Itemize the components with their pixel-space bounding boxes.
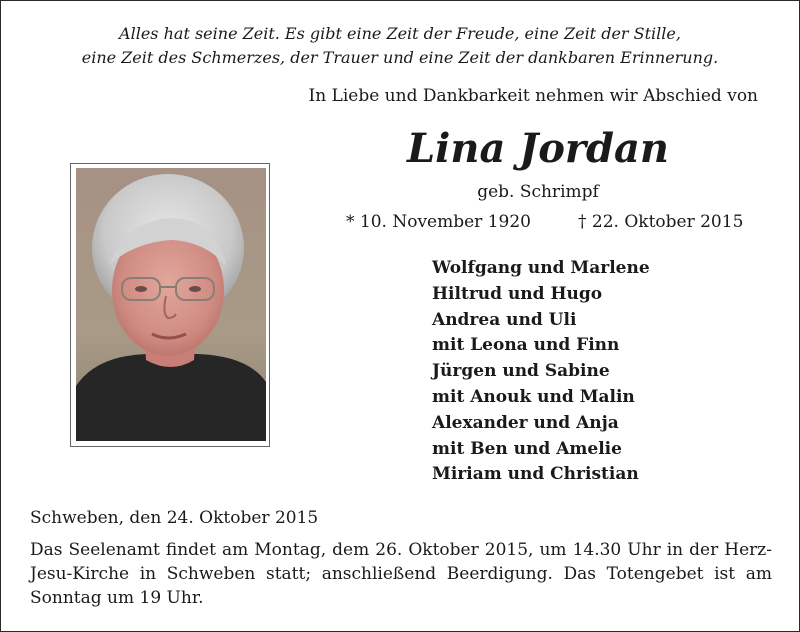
family-member: mit Ben und Amelie — [432, 438, 622, 459]
place-date: Schweben, den 24. Oktober 2015 — [30, 508, 319, 528]
quote-line-2: eine Zeit des Schmerzes, der Trauer und eine Zeit der dankbaren Erinnerung. — [81, 48, 719, 67]
maiden-name: geb. Schrimpf — [477, 182, 599, 202]
family-member: Hiltrud und Hugo — [432, 283, 603, 304]
portrait-photo — [76, 168, 266, 441]
family-member: mit Leona und Finn — [432, 335, 620, 356]
family-member: Wolfgang und Marlene — [432, 258, 650, 278]
family-list — [432, 256, 650, 488]
family-member: mit Anouk und Malin — [432, 386, 635, 407]
family-member: Miriam und Christian — [432, 464, 639, 485]
portrait-frame — [70, 163, 270, 447]
death-date: † 22. Oktober 2015 — [578, 212, 744, 232]
family-member: Alexander und Anja — [432, 412, 619, 433]
intro-text: In Liebe und Dankbarkeit nehmen wir Abschied von — [308, 86, 758, 106]
family-member: Andrea und Uli — [432, 309, 577, 330]
service-notice: Das Seelenamt findet am Montag, dem 26. Oktober 2015, um 14.30 Uhr in der Herz-Jesu-Kirche in Schweben statt; anschließend Beerdigung. Das Totengebet ist am Sonntag um 19 Uhr. — [30, 540, 772, 608]
birth-date: * 10. November 1920 — [346, 212, 531, 232]
quote-line-1: Alles hat seine Zeit. Es gibt eine Zeit der Freude, eine Zeit der Stille, — [119, 24, 681, 43]
family-member: Jürgen und Sabine — [432, 361, 610, 382]
deceased-name: Lina Jordan — [407, 125, 669, 172]
